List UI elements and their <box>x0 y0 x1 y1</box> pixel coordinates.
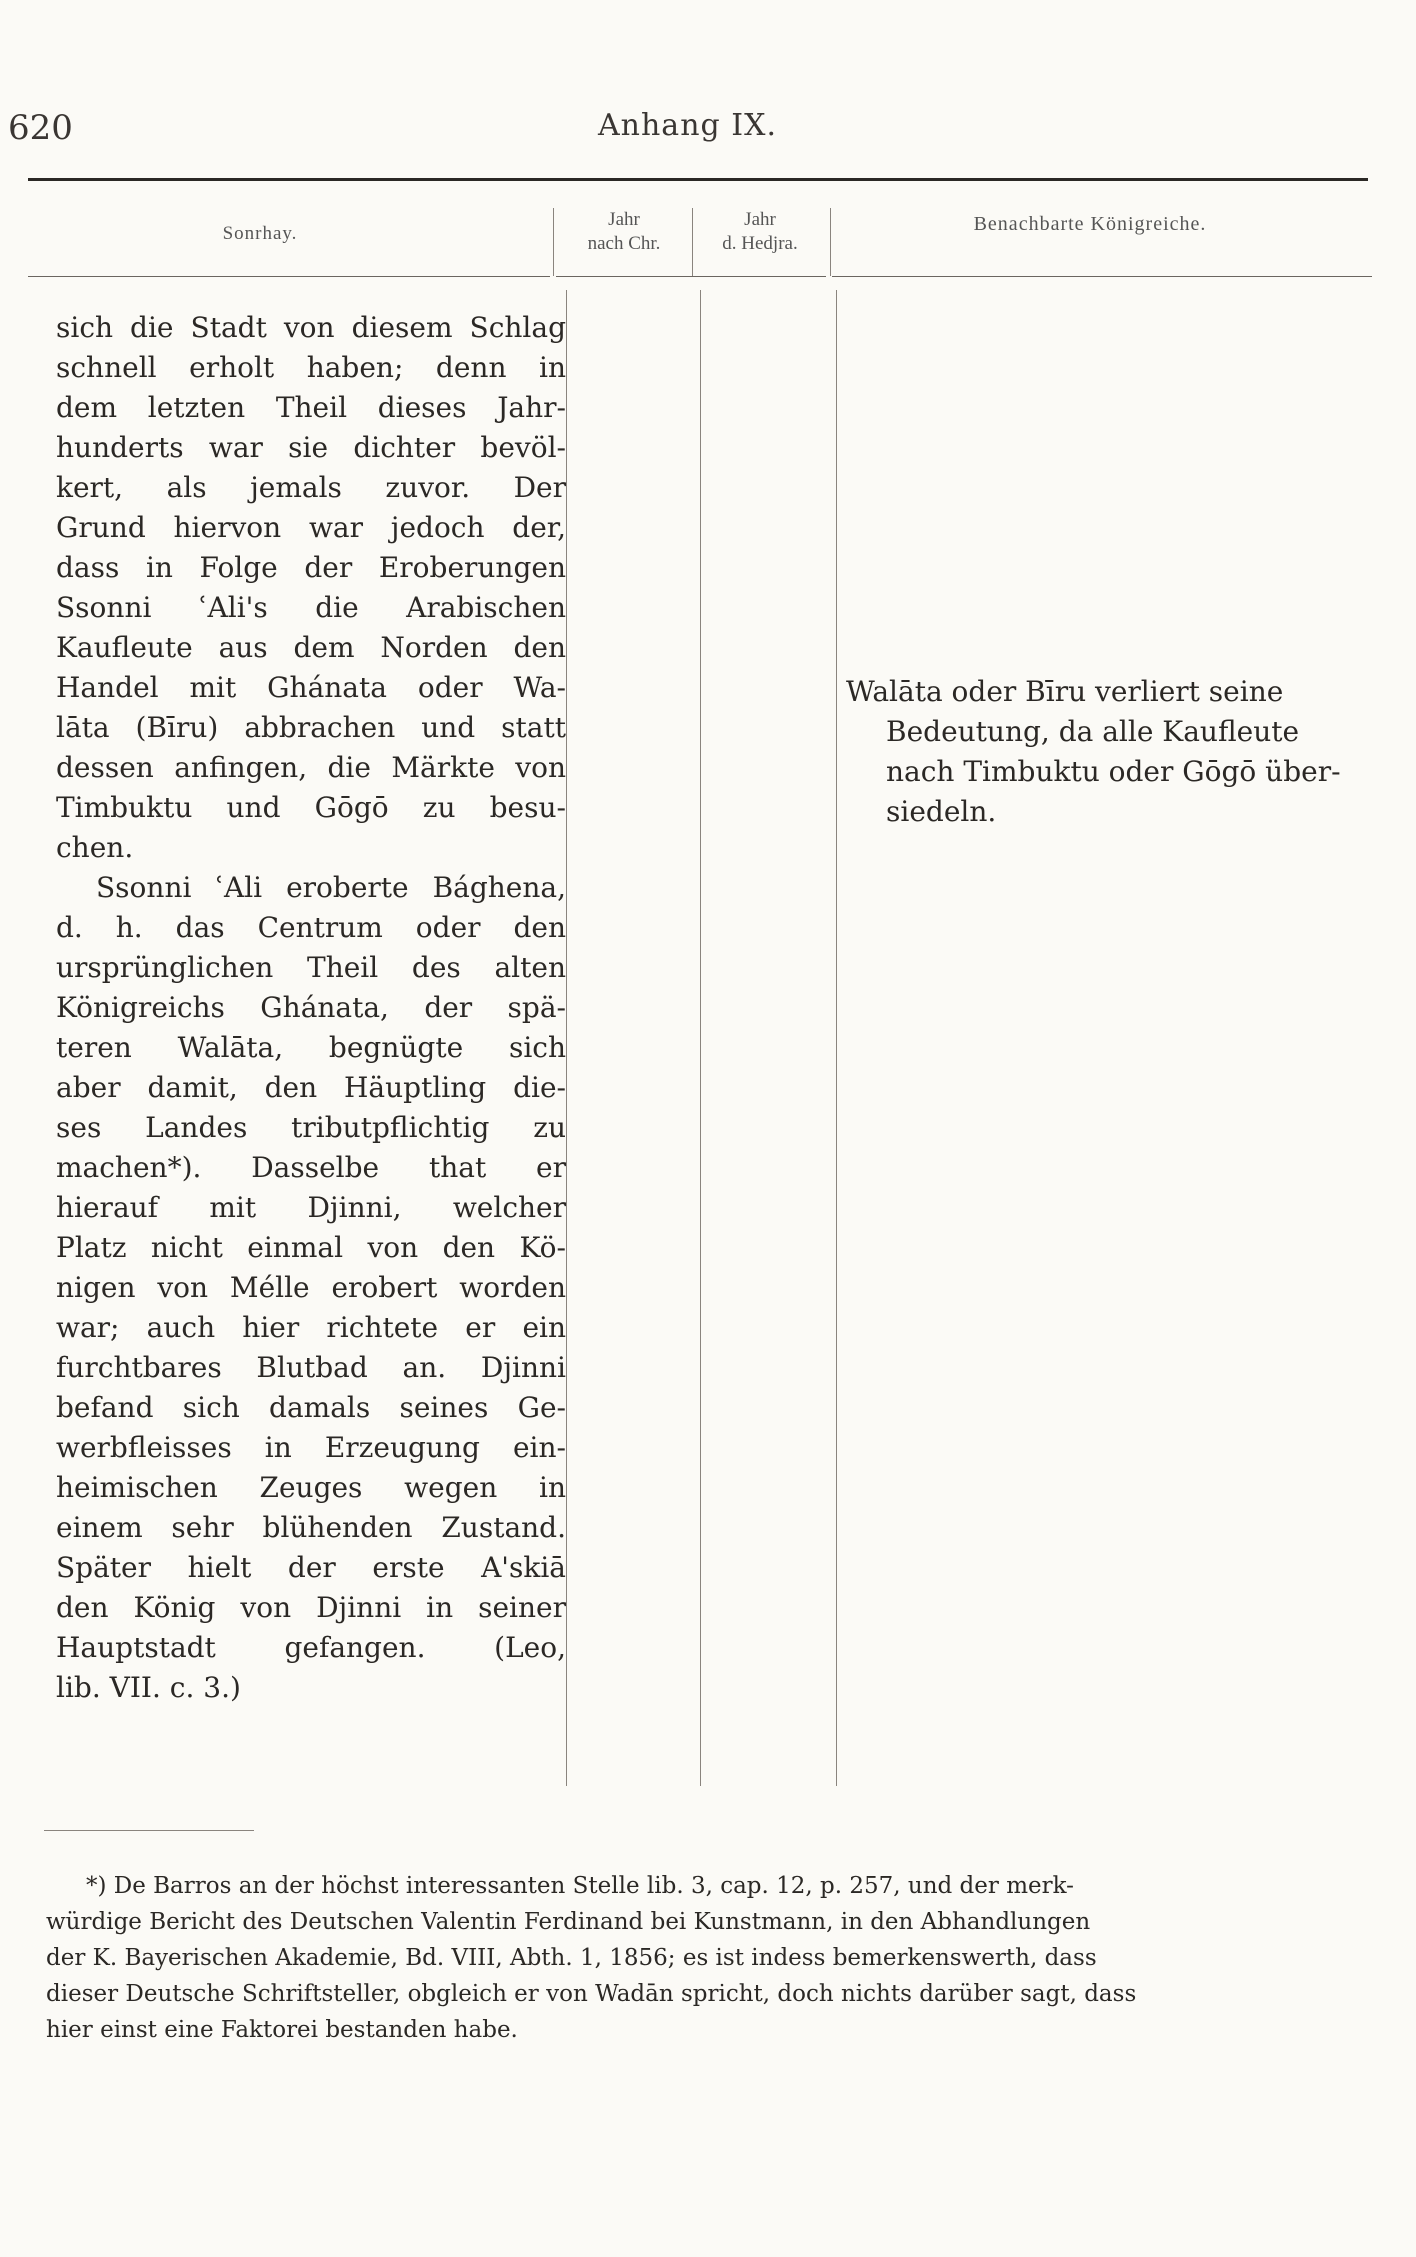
footnote-line: dieser Deutsche Schriftsteller, obgleich er von Wadān spricht, doch nichts darüber sagt, dass <box>46 1981 1137 2007</box>
page-number: 620 <box>8 108 73 148</box>
table-top-rule <box>28 178 1368 181</box>
header-underline-jahr <box>556 276 826 277</box>
header-underline-benachbarte <box>832 276 1372 277</box>
text-line: Ssonni ʿAli's die Arabischen <box>56 591 566 624</box>
column-header-jahr-hedjra <box>694 208 826 256</box>
text-line: kert, als jemals zuvor. Der <box>56 471 566 504</box>
text-line: den König von Djinni in seiner <box>56 1591 566 1624</box>
text-line: furchtbares Blutbad an. Djinni <box>56 1351 566 1384</box>
footnote <box>46 1868 1376 2048</box>
column-separator-header-3 <box>830 208 831 276</box>
column-separator-3 <box>836 290 837 1786</box>
column-header-sonrhay: Sonrhay. <box>222 223 298 244</box>
text-line: heimischen Zeuges wegen in <box>56 1471 566 1504</box>
text-line: ses Landes tributpflichtig zu <box>56 1111 566 1144</box>
text-line: siedeln. <box>886 795 997 828</box>
text-line: lib. VII. c. 3.) <box>56 1671 241 1704</box>
footnote-rule <box>44 1830 254 1831</box>
text-line: hunderts war sie dichter bevöl- <box>56 431 566 464</box>
column-header-jahr-hedjra-line2: d. Hedjra. <box>722 233 798 254</box>
text-line: Handel mit Ghánata oder Wa- <box>56 671 566 704</box>
column-header-jahr-nach-chr <box>556 208 692 256</box>
page-header <box>0 108 1416 158</box>
text-line: dessen anfingen, die Märkte von <box>56 751 566 784</box>
column-separator-1 <box>566 290 567 1786</box>
text-line: Timbuktu und Gōgō zu besu- <box>56 791 566 824</box>
text-line: Platz nicht einmal von den Kö- <box>56 1231 566 1264</box>
column-separator-header-2 <box>692 208 693 276</box>
text-line: befand sich damals seines Ge- <box>56 1391 566 1424</box>
text-line: chen. <box>56 831 134 864</box>
text-line: ursprünglichen Theil des alten <box>56 951 566 984</box>
text-line: dem letzten Theil dieses Jahr- <box>56 391 566 424</box>
text-line: schnell erholt haben; denn in <box>56 351 566 384</box>
column-header-jahr-hedjra-line1: Jahr <box>744 209 776 230</box>
text-line: lāta (Bīru) abbrachen und statt <box>56 711 566 744</box>
sonrhay-column-text <box>56 308 566 1708</box>
text-line: Königreichs Ghánata, der spä- <box>56 991 566 1024</box>
footnote-line: *) De Barros an der höchst interessanten Stelle lib. 3, cap. 12, p. 257, und der merk- <box>86 1873 1074 1899</box>
column-header-jahr-chr-line1: Jahr <box>608 209 640 230</box>
column-separator-2 <box>700 290 701 1786</box>
text-line: Bedeutung, da alle Kaufleute <box>886 715 1300 748</box>
text-line: Hauptstadt gefangen. (Leo, <box>56 1631 566 1664</box>
text-line: Grund hiervon war jedoch der, <box>56 511 566 544</box>
text-line: aber damit, den Häuptling die- <box>56 1071 566 1104</box>
text-line: d. h. das Centrum oder den <box>56 911 566 944</box>
footnote-line: der K. Bayerischen Akademie, Bd. VIII, Abth. 1, 1856; es ist indess bemerkenswerth, dass <box>46 1945 1097 1971</box>
text-line: machen*). Dasselbe that er <box>56 1151 566 1184</box>
text-line: dass in Folge der Eroberungen <box>56 551 566 584</box>
text-line: Walāta oder Bīru verliert seine <box>846 675 1284 708</box>
text-line: teren Walāta, begnügte sich <box>56 1031 566 1064</box>
benachbarte-column-text <box>846 672 1382 832</box>
column-header-jahr-chr-line2: nach Chr. <box>587 233 661 254</box>
column-separator-header-1 <box>553 208 554 276</box>
text-line: einem sehr blühenden Zustand. <box>56 1511 566 1544</box>
footnote-line: hier einst eine Faktorei bestanden habe. <box>46 2017 518 2043</box>
text-line: sich die Stadt von diesem Schlag <box>56 311 566 344</box>
text-line: nigen von Mélle erobert worden <box>56 1271 566 1304</box>
text-line: war; auch hier richtete er ein <box>56 1311 566 1344</box>
text-line: werbfleisses in Erzeugung ein- <box>56 1431 566 1464</box>
text-line: hierauf mit Djinni, welcher <box>56 1191 566 1224</box>
text-line: nach Timbuktu oder Gōgō über- <box>886 755 1341 788</box>
column-header-benachbarte: Benachbarte Königreiche. <box>973 213 1207 235</box>
text-line: Kaufleute aus dem Norden den <box>56 631 566 664</box>
text-line: Ssonni ʿAli eroberte Bághena, <box>96 871 566 904</box>
header-underline-sonrhay <box>28 276 550 277</box>
footnote-line: würdige Bericht des Deutschen Valentin Ferdinand bei Kunstmann, in den Abhandlungen <box>46 1909 1091 1935</box>
text-line: Später hielt der erste A'skiā <box>56 1551 566 1584</box>
running-title: Anhang IX. <box>598 108 777 143</box>
